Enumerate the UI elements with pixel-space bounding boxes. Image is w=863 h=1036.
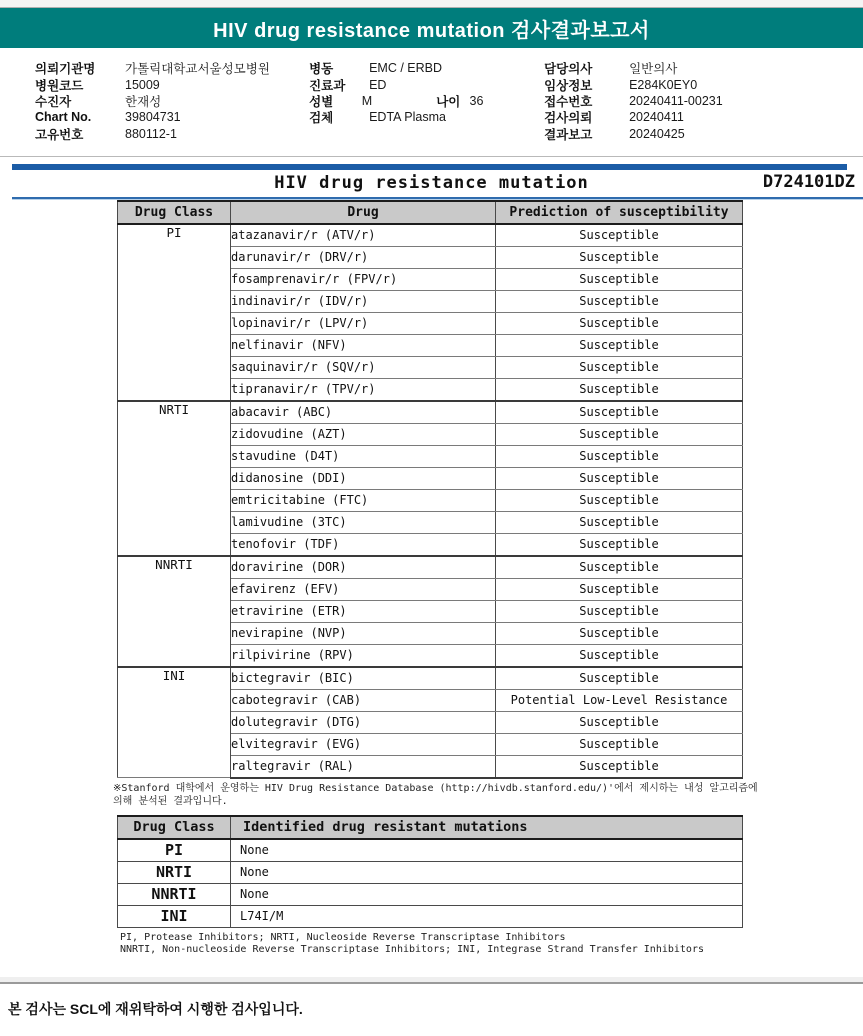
drug-name-cell: efavirenz (EFV): [231, 578, 496, 600]
prediction-cell: Susceptible: [496, 378, 743, 401]
info-value: EDTA Plasma: [369, 110, 446, 125]
mutation-value-cell: L74I/M: [231, 905, 743, 927]
prediction-cell: Potential Low-Level Resistance: [496, 689, 743, 711]
info-value: 20240411-00231: [629, 93, 723, 108]
info-label-age: 나이: [436, 94, 461, 109]
drug-name-cell: nevirapine (NVP): [231, 622, 496, 644]
prediction-cell: Susceptible: [496, 578, 743, 600]
stanford-footnote: ※Stanford 대학에서 운영하는 HIV Drug Resistance Database (http://hivdb.stanford.edu/)'에서 제시하는 내성 알고리즘에 의해 분석된 결과입니다.: [113, 782, 758, 807]
abbrev-line-1: PI, Protease Inhibitors; NRTI, Nucleoside Reverse Transcriptase Inhibitors: [120, 931, 566, 943]
drug-name-cell: rilpivirine (RPV): [231, 644, 496, 667]
info-value-age: 36: [469, 93, 484, 108]
divider-gray: [0, 156, 863, 157]
info-value: 일반의사: [629, 62, 678, 77]
info-row: [309, 76, 544, 92]
info-label: 담당의사: [544, 62, 593, 77]
prediction-cell: Susceptible: [496, 711, 743, 733]
mutation-row: [118, 883, 743, 905]
drug-name-cell: nelfinavir (NFV): [231, 334, 496, 356]
drug-name-cell: atazanavir/r (ATV/r): [231, 224, 496, 247]
prediction-cell: Susceptible: [496, 667, 743, 690]
info-label: Chart No.: [35, 110, 92, 125]
mutations-table: [117, 815, 743, 928]
mutation-value-cell: None: [231, 839, 743, 862]
drug-name-cell: fosamprenavir/r (FPV/r): [231, 268, 496, 290]
info-label: 병동: [309, 62, 334, 77]
mutations-header-row: [118, 816, 743, 839]
info-value: 가톨릭대학교서울성모병원: [125, 62, 270, 77]
prediction-cell: Susceptible: [496, 356, 743, 378]
info-value: 15009: [125, 77, 160, 92]
susceptibility-header-row: [118, 201, 743, 224]
prediction-cell: Susceptible: [496, 467, 743, 489]
drug-name-cell: etravirine (ETR): [231, 600, 496, 622]
drug-class-cell: NRTI: [118, 401, 231, 556]
info-value: 한재성: [125, 94, 162, 109]
prediction-cell: Susceptible: [496, 401, 743, 424]
drug-name-cell: lamivudine (3TC): [231, 511, 496, 533]
info-row: [544, 60, 863, 76]
info-label: 검체: [309, 111, 334, 126]
info-row: [544, 126, 863, 142]
mutation-row: [118, 861, 743, 883]
col-header-drug-class: Drug Class: [118, 201, 231, 224]
prediction-cell: Susceptible: [496, 423, 743, 445]
drug-name-cell: indinavir/r (IDV/r): [231, 290, 496, 312]
mutation-value-cell: None: [231, 883, 743, 905]
col-header-prediction: Prediction of susceptibility: [496, 201, 743, 224]
patient-info-col3: [544, 60, 863, 142]
drug-row: [118, 667, 743, 690]
col-header-identified-mutations: Identified drug resistant mutations: [231, 816, 743, 839]
prediction-cell: Susceptible: [496, 290, 743, 312]
drug-name-cell: tenofovir (TDF): [231, 533, 496, 556]
mutation-class-cell: NRTI: [118, 861, 231, 883]
patient-info-col1: [35, 60, 309, 142]
mutation-value-cell: None: [231, 861, 743, 883]
mutation-class-cell: INI: [118, 905, 231, 927]
drug-name-cell: didanosine (DDI): [231, 467, 496, 489]
info-row: [35, 93, 309, 109]
info-value: 20240411: [629, 110, 684, 125]
info-label: 병원코드: [35, 78, 84, 93]
info-label: 진료과: [309, 78, 346, 93]
prediction-cell: Susceptible: [496, 733, 743, 755]
info-label: 고유번호: [35, 127, 84, 142]
patient-info: [0, 48, 863, 142]
prediction-cell: Susceptible: [496, 600, 743, 622]
info-value: EMC / ERBD: [369, 61, 443, 76]
drug-class-cell: PI: [118, 224, 231, 401]
info-row: [309, 60, 544, 76]
drug-class-cell: NNRTI: [118, 556, 231, 667]
drug-name-cell: abacavir (ABC): [231, 401, 496, 424]
info-row: [544, 93, 863, 109]
info-value: ED: [369, 77, 387, 92]
info-value: E284K0EY0: [629, 77, 698, 92]
drug-name-cell: bictegravir (BIC): [231, 667, 496, 690]
mutation-class-cell: NNRTI: [118, 883, 231, 905]
drug-name-cell: stavudine (D4T): [231, 445, 496, 467]
prediction-cell: Susceptible: [496, 445, 743, 467]
divider-bottom: [0, 977, 863, 984]
report-banner-title: HIV drug resistance mutation 검사결과보고서: [213, 19, 650, 42]
abbreviation-footnotes: [120, 932, 863, 957]
abbrev-line-2: NNRTI, Non-nucleoside Reverse Transcriptase Inhibitors; INI, Integrase Strand Transfer Inhibitors: [120, 944, 704, 956]
window-top-strip: [0, 0, 863, 8]
drug-row: [118, 556, 743, 579]
patient-info-col2: [309, 60, 544, 142]
drug-row: [118, 401, 743, 424]
drug-name-cell: lopinavir/r (LPV/r): [231, 312, 496, 334]
info-label: 임상정보: [544, 78, 593, 93]
info-label: 의뢰기관명: [35, 62, 96, 77]
section-title: HIV drug resistance mutation: [274, 173, 589, 194]
prediction-cell: Susceptible: [496, 268, 743, 290]
info-value: 880112-1: [125, 126, 177, 141]
mutation-row: [118, 839, 743, 862]
drug-name-cell: raltegravir (RAL): [231, 755, 496, 778]
mutation-row: [118, 905, 743, 927]
susceptibility-table: [117, 200, 743, 779]
info-label: 검사의뢰: [544, 111, 593, 126]
info-label: 결과보고: [544, 127, 593, 142]
section-header: [0, 170, 863, 197]
info-value: 39804731: [125, 110, 181, 125]
drug-class-cell: INI: [118, 667, 231, 778]
prediction-cell: Susceptible: [496, 622, 743, 644]
info-row: [544, 76, 863, 92]
drug-name-cell: elvitegravir (EVG): [231, 733, 496, 755]
drug-name-cell: emtricitabine (FTC): [231, 489, 496, 511]
prediction-cell: Susceptible: [496, 224, 743, 247]
info-row: [35, 126, 309, 142]
info-row: [309, 93, 544, 109]
drug-name-cell: zidovudine (AZT): [231, 423, 496, 445]
info-label: 성별: [309, 94, 334, 109]
drug-row: [118, 224, 743, 247]
col-header-drug: Drug: [231, 201, 496, 224]
prediction-cell: Susceptible: [496, 556, 743, 579]
mutation-class-cell: PI: [118, 839, 231, 862]
drug-name-cell: dolutegravir (DTG): [231, 711, 496, 733]
drug-name-cell: tipranavir/r (TPV/r): [231, 378, 496, 401]
prediction-cell: Susceptible: [496, 644, 743, 667]
prediction-cell: Susceptible: [496, 511, 743, 533]
prediction-cell: Susceptible: [496, 489, 743, 511]
drug-name-cell: doravirine (DOR): [231, 556, 496, 579]
drug-name-cell: cabotegravir (CAB): [231, 689, 496, 711]
prediction-cell: Susceptible: [496, 533, 743, 556]
prediction-cell: Susceptible: [496, 334, 743, 356]
info-value: 20240425: [629, 126, 685, 141]
col-header-mut-drug-class: Drug Class: [118, 816, 231, 839]
scl-outsourcing-note: 본 검사는 SCL에 재위탁하여 시행한 검사입니다.: [8, 1000, 303, 1017]
info-row: [35, 109, 309, 125]
info-row: [544, 109, 863, 125]
info-label: 수진자: [35, 94, 72, 109]
info-row: [309, 109, 544, 125]
prediction-cell: Susceptible: [496, 755, 743, 778]
report-banner: [0, 8, 863, 48]
drug-name-cell: darunavir/r (DRV/r): [231, 246, 496, 268]
prediction-cell: Susceptible: [496, 246, 743, 268]
test-code: D724101DZ: [762, 171, 855, 192]
info-value: M: [361, 93, 373, 108]
info-row: [35, 60, 309, 76]
drug-name-cell: saquinavir/r (SQV/r): [231, 356, 496, 378]
prediction-cell: Susceptible: [496, 312, 743, 334]
info-label: 접수번호: [544, 94, 593, 109]
info-row: [35, 76, 309, 92]
